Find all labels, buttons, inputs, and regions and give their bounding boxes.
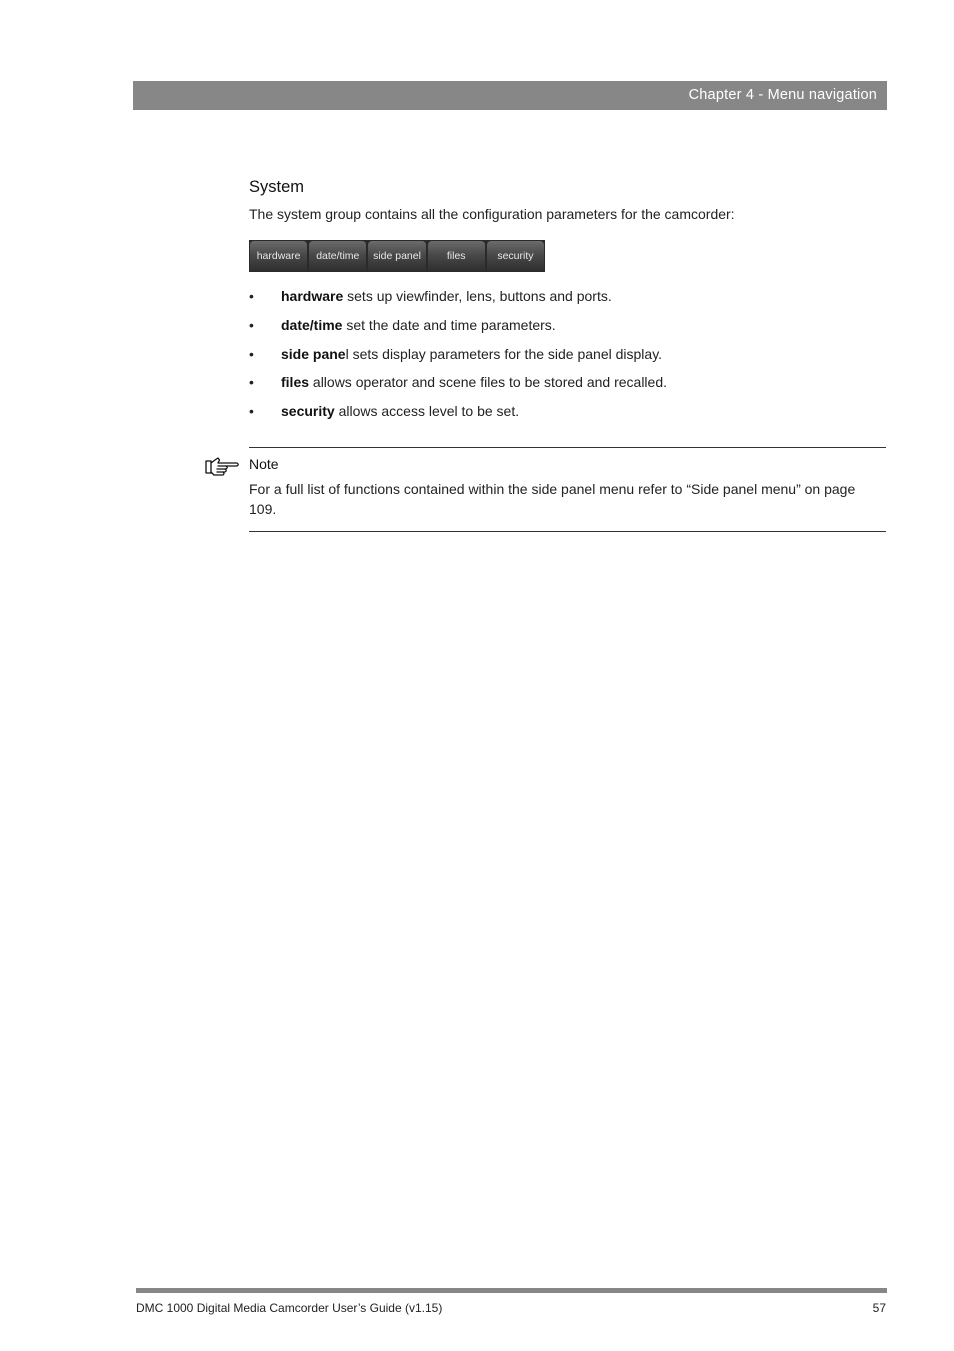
chapter-title: Chapter 4 - Menu navigation <box>688 87 877 103</box>
note-body: For a full list of functions contained within the side panel menu refer to “Side panel menu” on page 109. <box>249 481 856 517</box>
item-term: side pane <box>281 345 346 362</box>
item-term: security <box>281 403 335 420</box>
section-intro: The system group contains all the configuration parameters for the camcorder: <box>249 206 735 222</box>
item-description: set the date and time parameters. <box>342 316 556 333</box>
chapter-header-bar <box>133 81 887 110</box>
item-description: allows access level to be set. <box>334 403 520 420</box>
item-description: l sets display parameters for the side panel display. <box>345 345 663 362</box>
item-term: date/time <box>281 316 343 333</box>
item-term: files <box>281 374 310 391</box>
system-menu-tab-bar <box>249 240 545 272</box>
note-bottom-divider <box>249 531 886 532</box>
list-item <box>249 401 879 430</box>
item-term: hardware <box>281 288 344 304</box>
bullet-marker: • <box>249 316 254 333</box>
bullet-marker: • <box>249 288 254 304</box>
tab-security[interactable]: security <box>487 241 544 271</box>
section-title: System <box>249 178 305 196</box>
footer-document-title: DMC 1000 Digital Media Camcorder User’s Guide (v1.15) <box>136 1301 443 1315</box>
footer-bar <box>136 1288 887 1293</box>
bullet-marker: • <box>249 403 254 420</box>
system-items-list <box>249 286 879 430</box>
note-top-divider <box>249 447 886 448</box>
bullet-marker: • <box>249 345 254 362</box>
page-number: 57 <box>872 1301 886 1315</box>
tab-files[interactable]: files <box>428 241 485 271</box>
list-item <box>249 344 879 373</box>
tab-side-panel[interactable]: side panel <box>368 241 425 271</box>
item-description: allows operator and scene files to be stored and recalled. <box>309 374 668 391</box>
tab-hardware[interactable]: hardware <box>250 241 307 271</box>
note-title: Note <box>249 456 279 472</box>
list-item <box>249 315 879 344</box>
bullet-marker: • <box>249 374 254 391</box>
pointing-hand-icon <box>205 455 241 477</box>
list-item <box>249 372 879 401</box>
item-description: sets up viewfinder, lens, buttons and ports. <box>343 288 612 304</box>
list-item <box>249 286 879 315</box>
tab-date-time[interactable]: date/time <box>309 241 366 271</box>
